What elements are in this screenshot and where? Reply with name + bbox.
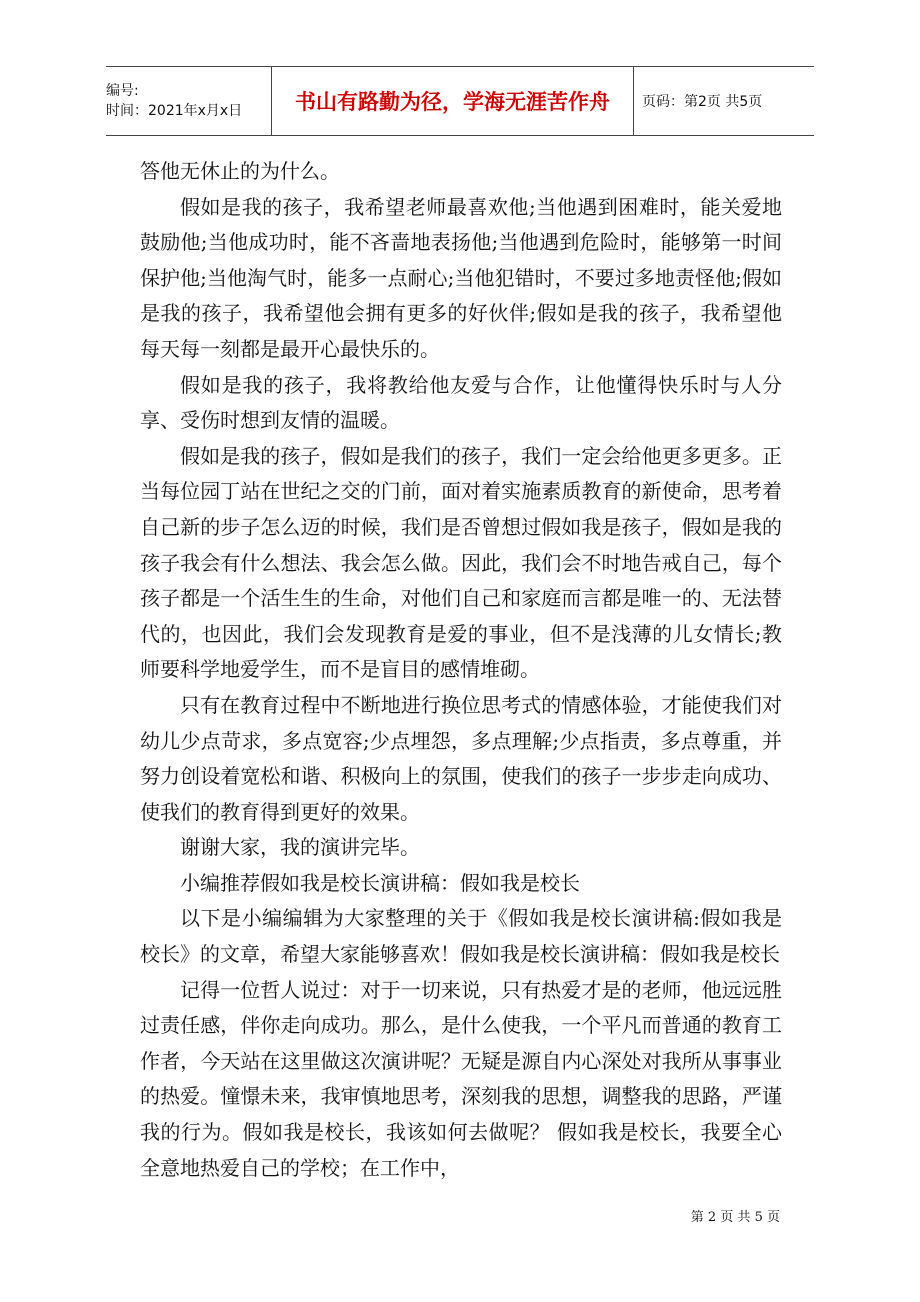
paragraph: 以下是小编编辑为大家整理的关于《假如我是校长演讲稿:假如我是校长》的文章，希望大家能够喜欢！假如我是校长演讲稿：假如我是校长 bbox=[140, 906, 782, 967]
document-number-label: 编号: bbox=[106, 83, 139, 99]
header-page-number: 页码：第2页 共5页 bbox=[642, 94, 763, 110]
paragraph: 记得一位哲人说过：对于一切来说，只有热爱才是的老师，他远远胜过责任感，伴你走向成功。那么，是什么使我，一个平凡而普通的教育工作者，今天站在这里做这次演讲呢？无疑是源自内心深处对我所从事事业的热爱。憧憬未来，我审慎地思考，深刻我的思想，调整我的思路，严谨我的行为。假如我是校长，我该如何去做呢？ 假如我是校长，我要全心全意地热爱自己的学校；在工作中， bbox=[140, 977, 782, 1180]
header-motto bbox=[272, 67, 634, 135]
header-page-info bbox=[634, 67, 814, 135]
motto-text: 书山有路勤为径，学海无涯苦作舟 bbox=[295, 90, 610, 114]
page-footer bbox=[691, 1206, 780, 1225]
header-meta bbox=[106, 67, 272, 135]
paragraph-continuation: 答他无休止的为什么。 bbox=[140, 159, 340, 183]
paragraph: 假如是我的孩子，假如是我们的孩子，我们一定会给他更多更多。正当每位园丁站在世纪之交的门前，面对着实施素质教育的新使命，思考着自己新的步子怎么迈的时候，我们是否曾想过假如我是孩子，假如是我的孩子我会有什么想法、我会怎么做。因此，我们会不时地告戒自己，每个孩子都是一个活生生的生命，对他们自己和家庭而言都是唯一的、无法替代的，也因此，我们会发现教育是爱的事业，但不是浅薄的儿女情长;教师要科学地爱学生，而不是盲目的感情堆砌。 bbox=[140, 443, 782, 682]
page-header bbox=[106, 66, 814, 136]
document-time-label: 时间：2021年x月x日 bbox=[106, 103, 243, 119]
paragraph: 只有在教育过程中不断地进行换位思考式的情感体验，才能使我们对幼儿少点苛求，多点宽容;少点埋怨，多点理解;少点指责，多点尊重，并努力创设着宽松和谐、积极向上的氛围，使我们的孩子一步步走向成功、使我们的教育得到更好的效果。 bbox=[140, 692, 782, 824]
paragraph: 假如是我的孩子，我将教给他友爱与合作，让他懂得快乐时与人分享、受伤时想到友情的温暖。 bbox=[140, 372, 782, 433]
paragraph: 谢谢大家，我的演讲完毕。 bbox=[180, 835, 420, 860]
document-body bbox=[140, 154, 782, 1186]
footer-page-number: 第 2 页 共 5 页 bbox=[690, 1210, 780, 1225]
paragraph: 小编推荐假如我是校长演讲稿：假如我是校长 bbox=[180, 870, 580, 895]
paragraph: 假如是我的孩子，我希望老师最喜欢他;当他遇到困难时，能关爱地鼓励他;当他成功时，能不吝啬地表扬他;当他遇到危险时，能够第一时间保护他;当他淘气时，能多一点耐心;当他犯错时，不要过多地责怪他;假如是我的孩子，我希望他会拥有更多的好伙伴;假如是我的孩子，我希望他每天每一刻都是最开心最快乐的。 bbox=[140, 194, 782, 361]
